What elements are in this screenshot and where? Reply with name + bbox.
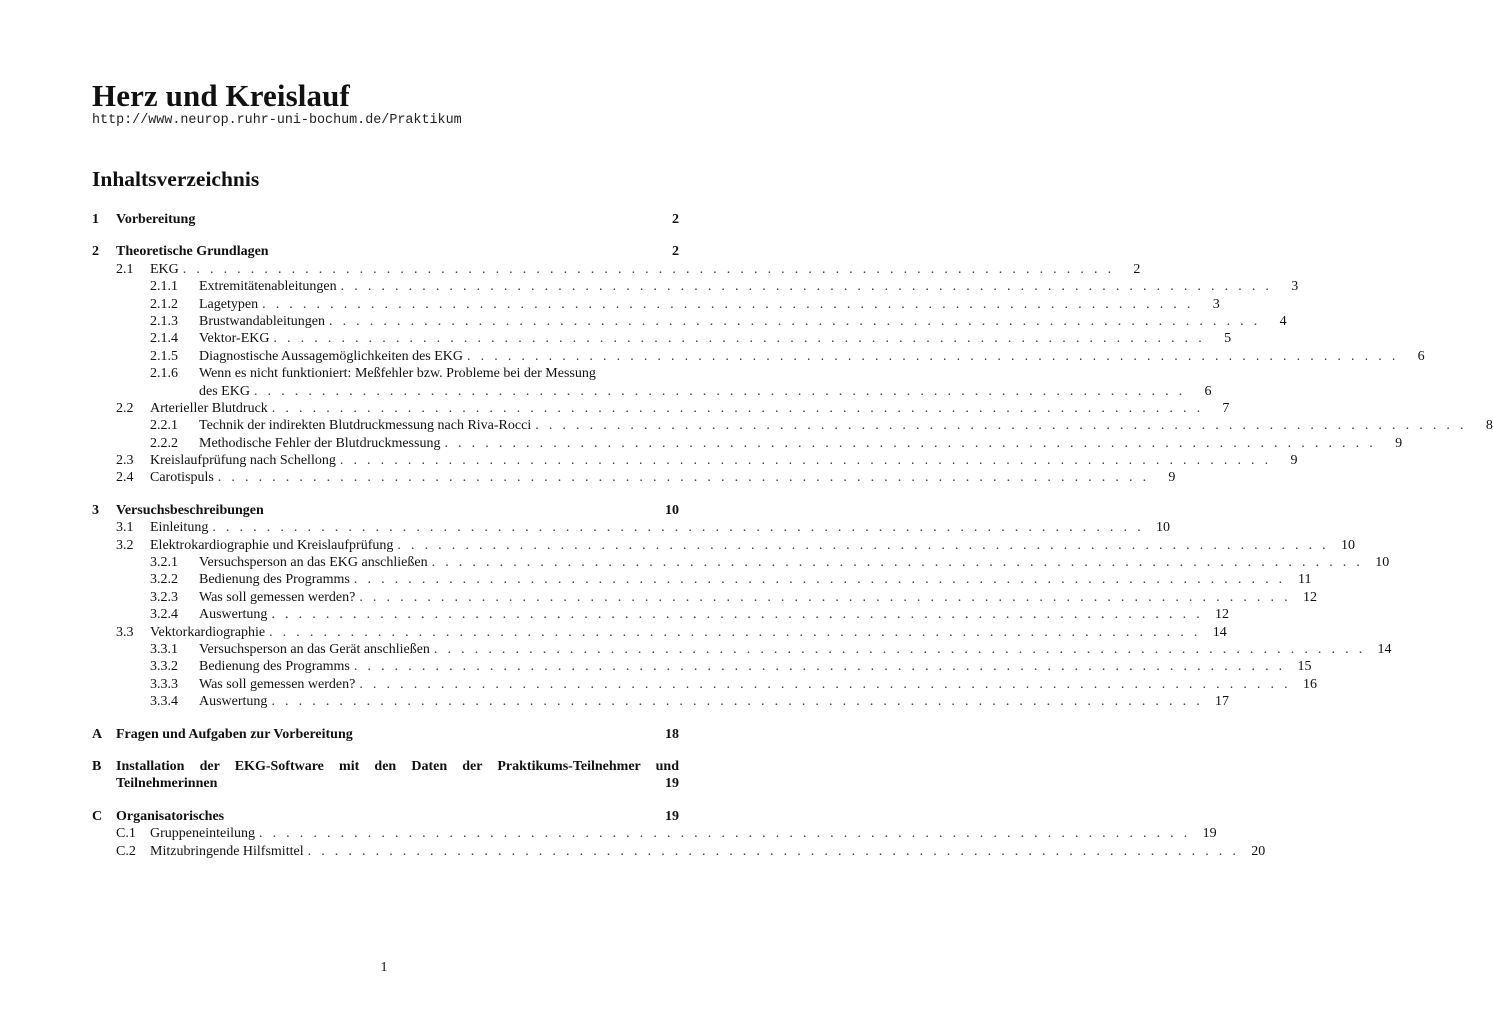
toc-entry-2-1-5[interactable] [92, 348, 1425, 365]
toc-title: Carotispuls [150, 470, 214, 486]
toc-number: C.1 [116, 826, 136, 842]
toc-entry-2-4[interactable] [92, 469, 1176, 486]
toc-title: Vorbereitung [116, 212, 196, 227]
toc-number: 2 [92, 244, 99, 260]
dot-leader [359, 589, 1291, 606]
toc-title: Gruppeneinteilung [150, 826, 255, 842]
toc-number: 2.1.3 [150, 313, 178, 329]
toc-title: Methodische Fehler der Blutdruckmessung [199, 435, 441, 451]
toc-title: Arterieller Blutdruck [150, 400, 268, 416]
toc-number: 1 [92, 212, 99, 227]
dot-leader [354, 571, 1286, 588]
toc-title: Bedienung des Programms [199, 659, 350, 675]
toc-entry-2-1-1[interactable] [92, 278, 1299, 295]
toc-page: 16 [1302, 676, 1317, 692]
toc-entry-3-2-3[interactable] [92, 589, 1317, 606]
toc-entry-2-2[interactable] [92, 400, 1230, 417]
toc-title: Mitzubringende Hilfsmittel [150, 843, 304, 859]
dot-leader [273, 330, 1205, 347]
toc-number: 3 [92, 502, 99, 518]
document-title: Herz und Kreislauf [92, 78, 350, 113]
toc-page: 10 [665, 502, 679, 518]
toc-page: 5 [1224, 331, 1232, 347]
toc-page: 19 [665, 776, 679, 792]
toc-page: 9 [1290, 453, 1298, 469]
dot-leader [341, 278, 1273, 295]
toc-title: Versuchsperson an das Gerät anschließen [199, 642, 430, 657]
toc-page: 19 [665, 808, 679, 824]
toc-number: 2.3 [116, 453, 134, 469]
toc-title: Fragen und Aufgaben zur Vorbereitung [116, 726, 353, 742]
dot-leader [340, 452, 1272, 469]
dot-leader [359, 676, 1291, 693]
toc-title: EKG [150, 261, 179, 277]
table-of-contents [92, 211, 1493, 860]
toc-title: Auswertung [199, 607, 268, 623]
toc-entry-2-1-4[interactable] [92, 330, 1232, 347]
dot-leader [397, 537, 1329, 554]
toc-title: Versuchsbeschreibungen [116, 502, 264, 518]
toc-entry-3-2-2[interactable] [92, 571, 1312, 588]
toc-page: 15 [1297, 659, 1312, 675]
toc-number: 2.4 [116, 470, 134, 486]
toc-entry-2-2-2[interactable] [92, 435, 1403, 452]
dot-leader [262, 296, 1194, 313]
toc-title: Elektrokardiographie und Kreislaufprüfung [150, 537, 394, 553]
toc-entry-2-1-3[interactable] [92, 313, 1287, 330]
document-page [92, 78, 1493, 860]
toc-page: 17 [1215, 694, 1230, 710]
dot-leader [269, 624, 1201, 641]
toc-entry-c-1[interactable] [92, 825, 1217, 842]
toc-page: 2 [672, 244, 679, 260]
toc-entry-2-1[interactable] [92, 261, 1141, 278]
toc-entry-chapter-2[interactable] [92, 243, 679, 260]
toc-number: 2.1 [116, 261, 134, 277]
toc-entry-3-2-1[interactable] [92, 554, 1390, 571]
toc-page: 9 [1168, 470, 1176, 486]
toc-entry-3-3-2[interactable] [92, 658, 1312, 675]
toc-title: Diagnostische Aussagemöglichkeiten des EKG [199, 348, 464, 364]
toc-number: 2.1.1 [150, 279, 178, 295]
toc-number: 3.3.3 [150, 676, 178, 692]
toc-title-line-2: des EKG [199, 383, 250, 399]
toc-entry-3-2-4[interactable] [92, 606, 1230, 623]
toc-number: 3.3.4 [150, 694, 178, 710]
toc-title: Kreislaufprüfung nach Schellong [150, 453, 336, 469]
toc-page: 10 [1340, 537, 1355, 553]
dot-leader [271, 693, 1203, 710]
toc-number: 3.2.4 [150, 607, 178, 623]
dot-leader [434, 641, 1366, 658]
toc-title: Vektorkardiographie [150, 624, 266, 640]
toc-entry-2-1-2[interactable] [92, 296, 1220, 313]
dot-leader [218, 469, 1150, 486]
toc-number: C.2 [116, 843, 136, 859]
toc-number: 2.1.5 [150, 348, 178, 364]
dot-leader [432, 554, 1364, 571]
document-url-link[interactable]: http://www.neurop.ruhr-uni-bochum.de/Praktikum [92, 113, 462, 128]
toc-page: 4 [1279, 313, 1287, 329]
toc-entry-3-1[interactable] [92, 519, 1170, 536]
dot-leader [308, 843, 1240, 860]
toc-title: Was soll gemessen werden? [199, 589, 356, 605]
toc-entry-3-3-1[interactable] [92, 641, 1392, 658]
dot-leader [444, 435, 1376, 452]
toc-page: 12 [1215, 607, 1230, 623]
toc-number: 3.3.2 [150, 659, 178, 675]
toc-title-line-1: Wenn es nicht funktioniert: Meßfehler bzw. Probleme bei der Messung [199, 366, 596, 382]
toc-number: 2.1.6 [150, 366, 178, 382]
toc-page: 2 [672, 212, 679, 227]
toc-page: 10 [1155, 520, 1170, 536]
toc-page: 11 [1298, 572, 1312, 588]
toc-number: 3.2 [116, 537, 134, 553]
toc-title: Vektor-EKG [199, 331, 270, 347]
toc-number: 3.2.3 [150, 589, 178, 605]
toc-heading: Inhaltsverzeichnis [92, 167, 260, 191]
toc-entry-3-3[interactable] [92, 624, 1227, 641]
toc-number: 3.2.1 [150, 555, 178, 571]
toc-title-line-2: Teilnehmerinnen [116, 776, 218, 792]
toc-page: 20 [1251, 843, 1266, 859]
dot-leader [535, 417, 1467, 434]
toc-title: Technik der indirekten Blutdruckmessung nach Riva-Rocci [199, 418, 532, 434]
toc-title: Auswertung [199, 694, 268, 710]
toc-number: 3.1 [116, 520, 134, 536]
toc-page: 9 [1395, 435, 1403, 451]
toc-number: 3.2.2 [150, 572, 178, 588]
toc-entry-2-3[interactable] [92, 452, 1298, 469]
toc-number: 3.3 [116, 624, 134, 640]
dot-leader [272, 400, 1204, 417]
dot-leader [212, 519, 1144, 536]
toc-number: 2.1.2 [150, 296, 178, 312]
dot-leader [183, 261, 1115, 278]
toc-title: Bedienung des Programms [199, 572, 350, 588]
toc-title: Extremitätenableitungen [199, 279, 337, 295]
toc-number: B [92, 758, 102, 774]
dot-leader [467, 348, 1399, 365]
toc-entry-appendix-a[interactable] [92, 726, 679, 743]
toc-number: A [92, 726, 103, 742]
toc-page: 14 [1377, 642, 1392, 657]
toc-entry-2-2-1[interactable] [92, 417, 1493, 434]
toc-page: 18 [665, 726, 679, 742]
toc-page: 6 [1417, 348, 1425, 364]
toc-entry-appendix-b[interactable] [92, 758, 679, 793]
toc-number: 2.2 [116, 400, 134, 416]
toc-page: 12 [1302, 589, 1317, 605]
toc-title: Organisatorisches [116, 808, 225, 824]
toc-title: Theoretische Grundlagen [116, 244, 269, 260]
toc-title-line-1: Installation der EKG-Software mit den Daten der Praktikums-Teilnehmer und [116, 758, 679, 774]
dot-leader [271, 606, 1203, 623]
toc-entry-chapter-3[interactable] [92, 502, 679, 519]
toc-number: 2.2.2 [150, 435, 178, 451]
toc-number: 2.2.1 [150, 418, 178, 434]
toc-page: 10 [1375, 555, 1390, 571]
dot-leader [354, 658, 1286, 675]
toc-entry-2-1-6[interactable] [92, 365, 1212, 400]
toc-title: Einleitung [150, 520, 209, 536]
toc-number: 2.1.4 [150, 331, 178, 347]
toc-entry-appendix-c[interactable] [92, 808, 679, 825]
toc-page: 7 [1222, 400, 1230, 416]
dot-leader [259, 825, 1191, 842]
toc-entry-3-2[interactable] [92, 537, 1355, 554]
toc-title: Lagetypen [199, 296, 259, 312]
toc-title: Brustwandableitungen [199, 313, 325, 329]
toc-entry-c-2[interactable] [92, 843, 1266, 860]
dot-leader [254, 383, 1186, 400]
dot-leader [329, 313, 1261, 330]
toc-page: 3 [1212, 296, 1220, 312]
toc-page: 3 [1291, 279, 1299, 295]
page-number: 1 [380, 960, 388, 975]
toc-entry-3-3-3[interactable] [92, 676, 1317, 693]
toc-page: 2 [1133, 261, 1141, 277]
toc-number: 3.3.1 [150, 642, 178, 657]
toc-entry-chapter-1[interactable] [92, 211, 679, 228]
toc-title: Versuchsperson an das EKG anschließen [199, 555, 428, 571]
toc-page: 6 [1204, 383, 1212, 399]
toc-title: Was soll gemessen werden? [199, 676, 356, 692]
toc-number: C [92, 808, 103, 824]
toc-page: 8 [1485, 418, 1493, 434]
toc-entry-3-3-4[interactable] [92, 693, 1230, 710]
toc-page: 14 [1212, 624, 1227, 640]
toc-page: 19 [1202, 826, 1217, 842]
